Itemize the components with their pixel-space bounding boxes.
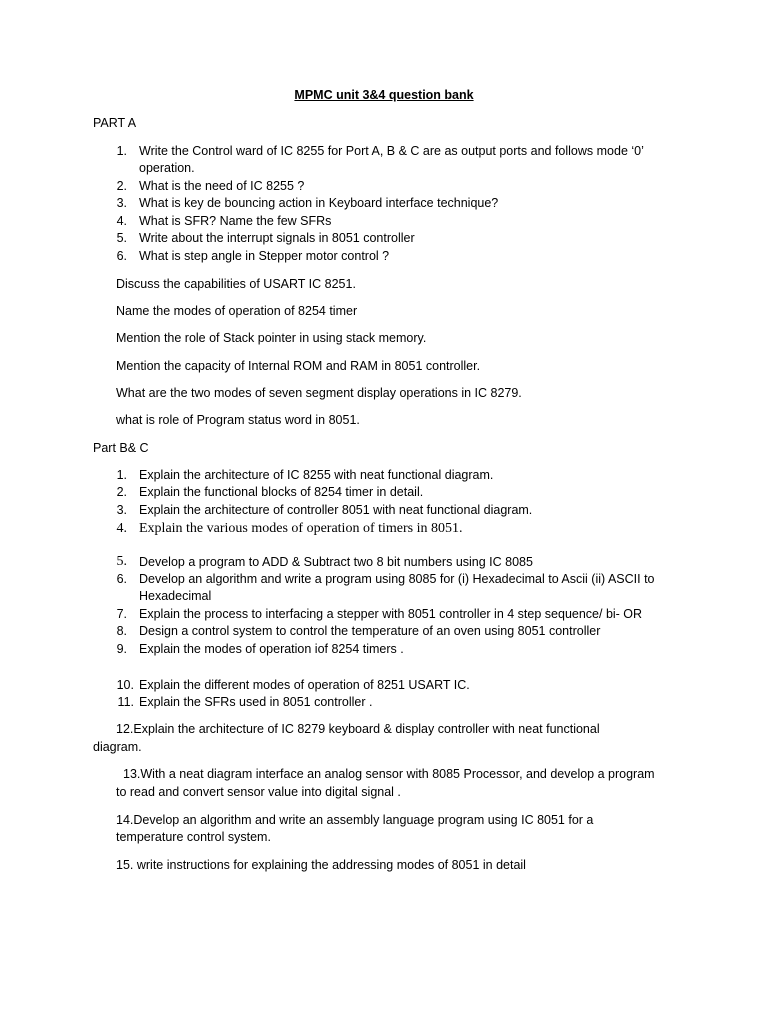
item-number: 5. xyxy=(116,231,127,245)
item-text: Explain the architecture of controller 8051 with neat functional diagram. xyxy=(139,503,533,517)
item-text: What is step angle in Stepper motor control ? xyxy=(139,249,390,263)
item-number: 10. xyxy=(116,678,134,692)
item-number: 7. xyxy=(116,607,127,621)
item-number: 6. xyxy=(116,572,127,586)
item-text: What is key de bouncing action in Keyboard interface technique? xyxy=(139,196,499,210)
item-text: What is SFR? Name the few SFRs xyxy=(139,214,332,228)
item-number: 1. xyxy=(116,468,127,482)
item-number: 3. xyxy=(116,196,127,210)
item-number: 2. xyxy=(116,179,127,193)
part-a-heading: PART A xyxy=(93,116,137,130)
page-title: MPMC unit 3&4 question bank xyxy=(294,88,474,102)
item-number: 1. xyxy=(116,144,127,158)
paragraph: Mention the role of Stack pointer in using stack memory. xyxy=(116,331,427,345)
item-number: 4. xyxy=(116,521,127,536)
item-text: Explain the architecture of IC 8255 with neat functional diagram. xyxy=(139,468,494,482)
paragraph: Name the modes of operation of 8254 timer xyxy=(116,304,358,318)
item-text: Explain the process to interfacing a stepper with 8051 controller in 4 step sequence/ bi- OR xyxy=(139,607,643,621)
paragraph-line: 14.Develop an algorithm and write an assembly language program using IC 8051 for a xyxy=(116,813,594,827)
item-number: 8. xyxy=(116,624,127,638)
item-number: 5. xyxy=(116,554,127,569)
paragraph-line: 12.Explain the architecture of IC 8279 keyboard & display controller with neat functional xyxy=(116,722,600,736)
item-text: Write about the interrupt signals in 8051 controller xyxy=(139,231,415,245)
item-text: What is the need of IC 8255 ? xyxy=(139,179,305,193)
item-text: Explain the different modes of operation of 8251 USART IC. xyxy=(139,678,470,692)
item-number: 2. xyxy=(116,485,127,499)
paragraph-line: 15. write instructions for explaining the addressing modes of 8051 in detail xyxy=(116,858,526,872)
item-text: Develop a program to ADD & Subtract two 8 bit numbers using IC 8085 xyxy=(139,555,533,569)
item-text: Explain the functional blocks of 8254 timer in detail. xyxy=(139,485,424,499)
paragraph: Mention the capacity of Internal ROM and RAM in 8051 controller. xyxy=(116,359,481,373)
paragraph: Discuss the capabilities of USART IC 8251. xyxy=(116,277,356,291)
paragraph: What are the two modes of seven segment display operations in IC 8279. xyxy=(116,386,522,400)
item-text: Design a control system to control the temperature of an oven using 8051 controller xyxy=(139,624,601,638)
paragraph-line: diagram. xyxy=(93,740,142,754)
item-text: operation. xyxy=(139,161,195,175)
item-text: Develop an algorithm and write a program using 8085 for (i) Hexadecimal to Ascii (ii) ASCII to xyxy=(139,572,655,586)
item-text: Hexadecimal xyxy=(139,589,212,603)
item-number: 6. xyxy=(116,249,127,263)
item-text: Write the Control ward of IC 8255 for Port A, B & C are as output ports and follows mode ‘0’ xyxy=(139,144,644,158)
part-bc-heading: Part B& C xyxy=(93,441,149,455)
item-number: 9. xyxy=(116,642,127,656)
paragraph-line: 13.With a neat diagram interface an analog sensor with 8085 Processor, and develop a program xyxy=(123,767,655,781)
item-text: Explain the modes of operation iof 8254 timers . xyxy=(139,642,404,656)
item-number: 3. xyxy=(116,503,127,517)
item-number: 11. xyxy=(117,695,134,709)
item-text: Explain the various modes of operation of timers in 8051. xyxy=(139,521,463,536)
paragraph: what is role of Program status word in 8051. xyxy=(116,413,360,427)
paragraph-line: to read and convert sensor value into digital signal . xyxy=(116,785,401,799)
item-number: 4. xyxy=(116,214,127,228)
item-text: Explain the SFRs used in 8051 controller . xyxy=(139,695,373,709)
paragraph-line: temperature control system. xyxy=(116,830,271,844)
